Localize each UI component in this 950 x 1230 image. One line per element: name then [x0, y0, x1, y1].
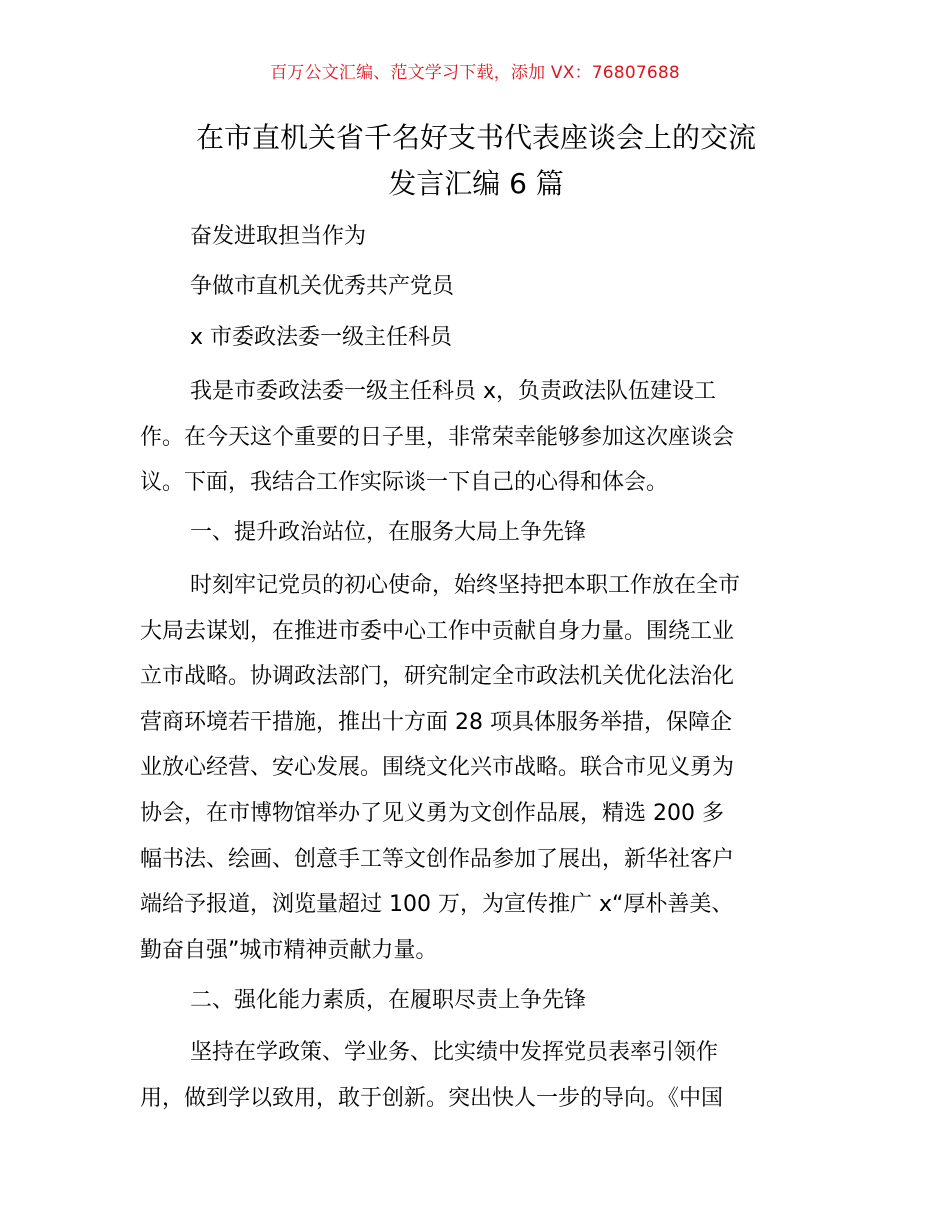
- section-heading-2: 二、强化能力素质，在履职尽责上争先锋: [190, 988, 587, 1013]
- paragraph-line: 勤奋自强”城市精神贡献力量。: [140, 938, 438, 963]
- title-line-1: 在市直机关省千名好支书代表座谈会上的交流: [195, 121, 756, 154]
- author-line: x 市委政法委一级主任科员: [190, 325, 453, 350]
- subtitle-1: 奋发进取担当作为: [190, 224, 367, 249]
- subtitle-2: 争做市直机关优秀共产党员: [190, 274, 455, 299]
- paragraph-line: 时刻牢记党员的初心使命，始终坚持把本职工作放在全市: [190, 573, 741, 598]
- paragraph-line: 大局去谋划，在推进市委中心工作中贡献自身力量。围绕工业: [140, 619, 735, 644]
- paragraph-line: 业放心经营、安心发展。围绕文化兴市战略。联合市见义勇为: [140, 755, 735, 780]
- promo-header: 百万公文汇编、范文学习下载，添加 VX：76807688: [270, 63, 680, 83]
- paragraph-line: 协会，在市博物馆举办了见义勇为文创作品展，精选 200 多: [140, 801, 724, 826]
- paragraph-line: 用，做到学以致用，敢于创新。突出快人一步的导向。《中国: [140, 1086, 724, 1111]
- document-title: [140, 115, 812, 207]
- paragraph-line: 幅书法、绘画、创意手工等文创作品参加了展出，新华社客户: [140, 847, 735, 872]
- section-heading-1: 一、提升政治站位，在服务大局上争先锋: [190, 520, 587, 545]
- paragraph-line: 坚持在学政策、学业务、比实绩中发挥党员表率引领作: [190, 1040, 719, 1065]
- paragraph-line: 我是市委政法委一级主任科员 x，负责政法队伍建设工: [190, 379, 717, 404]
- title-line-2: 发言汇编 6 篇: [388, 167, 564, 200]
- paragraph-line: 立市战略。协调政法部门，研究制定全市政法机关优化法治化: [140, 664, 735, 689]
- paragraph-line: 端给予报道，浏览量超过 100 万，为宣传推广 x“厚朴善美、: [140, 892, 734, 917]
- paragraph-line: 作。在今天这个重要的日子里，非常荣幸能够参加这次座谈会: [140, 425, 735, 450]
- paragraph-line: 议。下面，我结合工作实际谈一下自己的心得和体会。: [140, 470, 669, 495]
- paragraph-line: 营商环境若干措施，推出十方面 28 项具体服务举措，保障企: [140, 710, 732, 735]
